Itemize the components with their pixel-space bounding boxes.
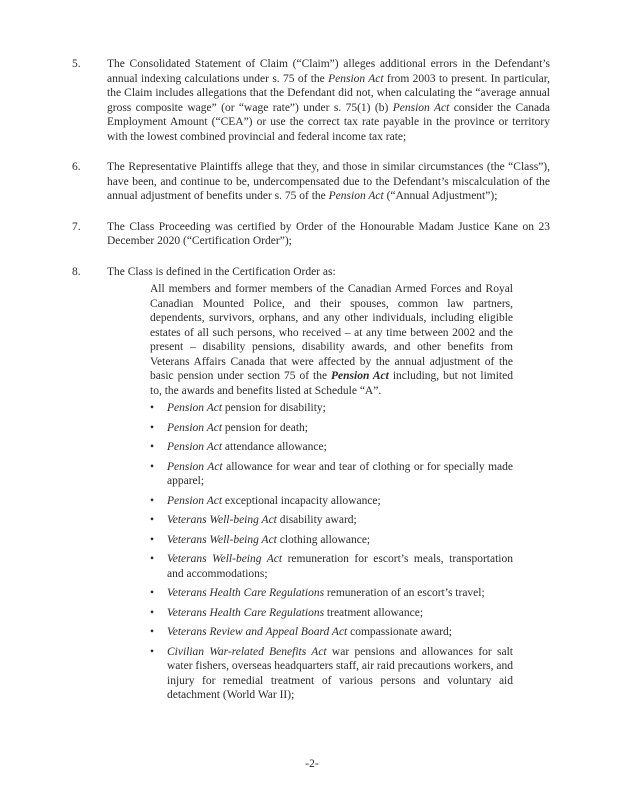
list-item-text [167,645,513,703]
list-item-text [167,586,513,601]
text-run: The Class is defined in the Certification Order as: [107,265,336,278]
list-item-text [167,421,513,436]
bullet-icon: • [150,553,155,565]
text-run: Pension Act [167,441,223,453]
list-item [150,401,513,416]
text-run: Veterans Well-being Act [167,553,283,565]
list-item [150,421,513,436]
text-run: allowance for wear and tear of clothing or for specially made apparel; [167,460,513,487]
list-item-text [167,625,513,640]
list-item-text [167,494,513,509]
benefits-list [72,401,550,703]
list-item-text [167,401,513,416]
bullet-icon: • [150,494,155,507]
bullet-icon: • [150,460,155,473]
text-run: Civilian War-related Benefits Act [167,645,327,658]
text-run: (“Annual Adjustment”); [383,190,498,202]
list-item [150,552,513,581]
text-run: Veterans Well-being Act [167,514,277,526]
list-item [150,460,513,489]
text-run: Pension Act [331,370,389,382]
text-run: Pension Act [392,101,450,114]
text-run: Pension Act [167,494,223,507]
list-item [150,606,513,621]
paragraph-number: 5. [72,58,81,70]
text-run: remuneration of an escort’s travel; [324,587,485,599]
text-run: disability award; [276,514,357,526]
text-run: Veterans Well-being Act [167,533,277,546]
text-run: including, but not limited to, the awards and benefits listed at Schedule “A”. [150,370,513,397]
text-run: exceptional incapacity allowance; [222,494,381,507]
paragraph-text [107,160,550,204]
list-item-text [167,606,513,621]
text-run: Pension Act [328,190,384,202]
list-item-text [167,552,513,581]
text-run: pension for disability; [222,402,326,414]
text-run: Pension Act [167,421,223,434]
text-run: The Representative Plaintiffs allege that they, and those in similar circumstances (the “Class”), have been, and continue to be, undercompensated due to the Defendant’s miscalculation of the annual adjustment of benefits under s. 75 of the [107,161,550,202]
text-run: pension for death; [222,421,308,434]
text-run: attendance allowance; [222,441,327,453]
page-number: -2- [305,758,319,770]
bullet-icon: • [150,402,155,414]
paragraph-number: 6. [72,161,81,173]
text-run: treatment allowance; [324,606,424,619]
text-run: All members and former members of the Canadian Armed Forces and Royal Canadian Mounted Police, and their spouses, common law partners, dependents, survivors, orphans, and any other individuals, including eligible estates of all such persons, who received – at any time between 2002 and the present – disability pensions, disability awards, and other benefits from Veterans Affairs Canada that were affected by the annual adjustment of the basic pension under section 75 of the [150,283,513,382]
list-item-text [167,513,513,528]
paragraph-number: 7. [72,220,81,233]
bullet-icon: • [150,441,155,453]
text-run: remuneration for escort’s meals, transportation and accommodations; [167,553,513,580]
class-definition-quote [150,282,513,398]
text-run: Veterans Health Care Regulations [167,606,325,619]
list-item [150,586,513,601]
list-item [150,533,513,548]
text-run: Pension Act [328,72,384,85]
paragraph-5 [72,57,550,144]
bullet-icon: • [150,645,155,658]
text-run: from 2003 to present. In particular, the Claim includes allegations that the Defendant did not, when calculating the “average annual gross composite wage” (or “wage rate”) under s. 75(1) (b) [107,72,551,114]
paragraph-number: 8. [72,265,81,278]
text-run: The Class Proceeding was certified by Order of the Honourable Madam Justice Kane on 23 December 2020 (“Certification Order”); [107,220,550,247]
text-run: war pensions and allowances for salt water fishers, overseas headquarters staff, air raid precautions workers, and injury for remedial treatment of various persons and voluntary aid detachment (World War II); [167,645,513,701]
bullet-icon: • [150,533,155,546]
list-item [150,494,513,509]
bullet-icon: • [150,626,155,638]
list-item [150,513,513,528]
list-item [150,440,513,455]
list-item-text [167,460,513,489]
list-item [150,625,513,640]
text-run: The Consolidated Statement of Claim (“Claim”) alleges additional errors in the Defendant’s annual indexing calculations under s. 75 of the [107,58,550,85]
paragraph-6 [72,160,550,204]
list-item [150,645,513,703]
paragraph-text [107,265,550,280]
paragraph-text [107,220,550,249]
bullet-icon: • [150,587,155,599]
list-item-text [167,533,513,548]
text-run: Pension Act [167,460,223,473]
list-item-text [167,440,513,455]
paragraph-8 [72,265,550,280]
text-run: clothing allowance; [276,533,371,546]
bullet-icon: • [150,421,155,434]
bullet-icon: • [150,606,155,619]
bullet-icon: • [150,514,155,526]
text-run: consider the Canada Employment Amount (“CEA”) or use the correct tax rate payable in the province or territory with the lowest combined provincial and federal income tax rate; [107,101,551,143]
text-run: Veterans Review and Appeal Board Act [167,626,348,638]
paragraph-7 [72,220,550,249]
paragraph-text [107,57,550,144]
text-run: compassionate award; [347,626,452,638]
text-run: Pension Act [167,402,223,414]
text-run: Veterans Health Care Regulations [167,587,325,599]
